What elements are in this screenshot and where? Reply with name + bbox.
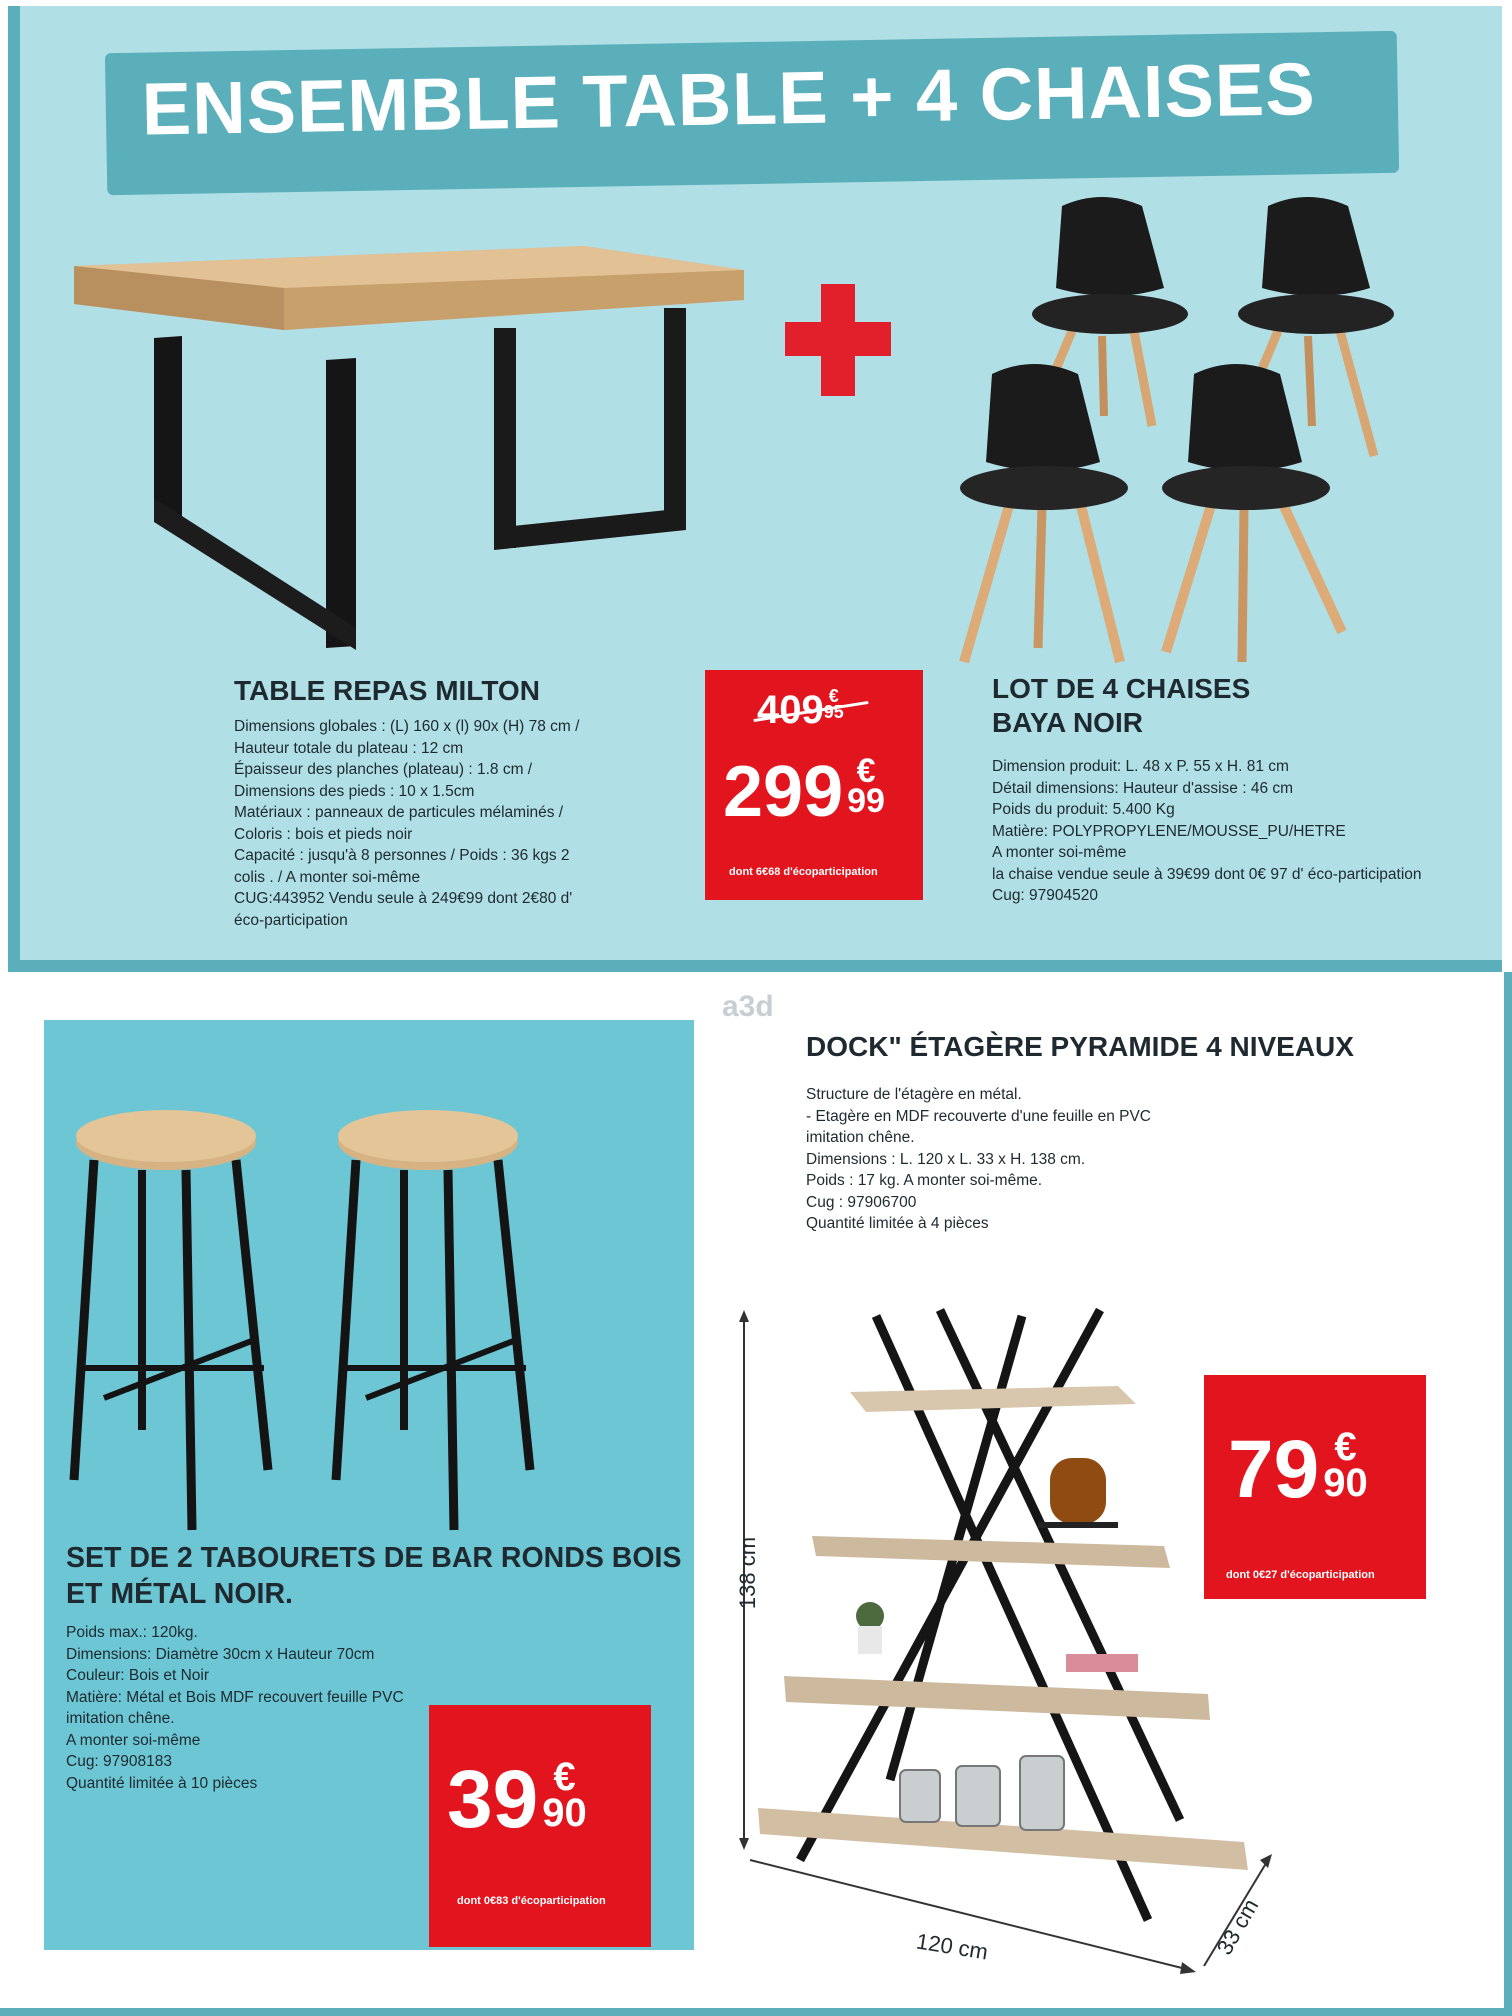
spec-line: Dimension produit: L. 48 x P. 55 x H. 81 cm	[992, 758, 1289, 775]
old-price: 409 € 95	[757, 688, 844, 733]
table-chairs-section	[8, 6, 1502, 972]
spec-line: Coloris : bois et pieds noir	[234, 825, 413, 843]
stools-price: 39 € 90	[447, 1754, 587, 1845]
spec-line: Dimensions globales : (L) 160 x (l) 90x (H) 78 cm /	[234, 718, 580, 735]
chairs-title: LOT DE 4 CHAISES BAYA NOIR	[992, 673, 1251, 738]
plus-icon	[785, 284, 891, 396]
stools-specs	[66, 1622, 404, 1794]
spec-line: Cug : 97906700	[806, 1193, 917, 1211]
bar-stools-image	[64, 1090, 624, 1550]
spec-line: A monter soi-même	[66, 1731, 201, 1749]
promo-banner	[105, 31, 1399, 196]
spec-line: Quantité limitée à 4 pièces	[806, 1215, 989, 1232]
shelf-price-box	[1204, 1375, 1426, 1599]
chairs-specs	[992, 756, 1422, 907]
shelf-title: DOCK" ÉTAGÈRE PYRAMIDE 4 NIVEAUX	[806, 1031, 1354, 1062]
banner-title: ENSEMBLE TABLE + 4 CHAISES	[141, 47, 1317, 151]
spec-line: - Etagère en MDF recouverte d'une feuille en PVC	[806, 1107, 1151, 1125]
dining-table-image	[64, 218, 754, 658]
spec-line: imitation chêne.	[806, 1129, 915, 1146]
shelf-price: 79 € 90	[1228, 1424, 1368, 1515]
spec-line: Matériaux : panneaux de particules mélaminés /	[234, 804, 564, 821]
set-price: 299 € 99	[723, 752, 885, 832]
spec-line: Dimensions des pieds : 10 x 1.5cm	[234, 782, 475, 800]
frame-border-bottom	[0, 2008, 1512, 2016]
spec-line: Couleur: Bois et Noir	[66, 1667, 210, 1684]
table-title: TABLE REPAS MILTON	[234, 675, 540, 706]
spec-line: éco-participation	[234, 911, 348, 929]
eco-participation: dont 0€27 d'écoparticipation	[1226, 1569, 1375, 1581]
spec-line: Poids max.: 120kg.	[66, 1624, 198, 1641]
spec-line: Épaisseur des planches (plateau) : 1.8 cm /	[234, 761, 533, 778]
dimension-depth: 33 cm	[1211, 1894, 1264, 1959]
spec-line: Détail dimensions: Hauteur d'assise : 46 cm	[992, 779, 1294, 797]
spec-line: Matière: POLYPROPYLENE/MOUSSE_PU/HETRE	[992, 822, 1346, 840]
spec-line: la chaise vendue seule à 39€99 dont 0€ 97 d' éco-participation	[992, 865, 1422, 883]
eco-participation: dont 0€83 d'écoparticipation	[457, 1895, 606, 1907]
spec-line: colis . / A monter soi-même	[234, 868, 421, 886]
spec-line: A monter soi-même	[992, 844, 1127, 861]
pyramid-shelf-image	[720, 1300, 1280, 1980]
chairs-image	[950, 196, 1450, 666]
table-specs	[234, 716, 579, 931]
spec-line: Cug: 97904520	[992, 887, 1099, 904]
spec-line: Matière: Métal et Bois MDF recouvert feuille PVC	[66, 1688, 404, 1706]
shelf-specs	[806, 1084, 1151, 1235]
eco-participation: dont 6€68 d'écoparticipation	[729, 866, 878, 878]
spec-line: Dimensions : L. 120 x L. 33 x H. 138 cm.	[806, 1150, 1086, 1168]
dimension-width: 120 cm	[914, 1928, 990, 1965]
spec-line: Capacité : jusqu'à 8 personnes / Poids : 36 kgs 2	[234, 847, 570, 864]
stools-title: SET DE 2 TABOURETS DE BAR RONDS BOIS ET MÉTAL NOIR.	[66, 1542, 682, 1610]
spec-line: Poids : 17 kg. A monter soi-même.	[806, 1172, 1043, 1189]
watermark: a3d	[722, 990, 774, 1023]
spec-line: imitation chêne.	[66, 1710, 175, 1727]
spec-line: Structure de l'étagère en métal.	[806, 1086, 1022, 1103]
set-price-box	[705, 670, 923, 900]
spec-line: Hauteur totale du plateau : 12 cm	[234, 739, 464, 757]
dimension-height: 138 cm	[735, 1536, 761, 1610]
frame-border-right	[1504, 972, 1512, 2016]
spec-line: Poids du produit: 5.400 Kg	[992, 801, 1175, 818]
stools-price-box	[429, 1705, 651, 1947]
spec-line: Cug: 97908183	[66, 1753, 173, 1770]
stools-section	[44, 1020, 694, 1950]
spec-line: Dimensions: Diamètre 30cm x Hauteur 70cm	[66, 1645, 375, 1663]
spec-line: Quantité limitée à 10 pièces	[66, 1774, 258, 1792]
spec-line: CUG:443952 Vendu seule à 249€99 dont 2€80 d'	[234, 890, 573, 907]
